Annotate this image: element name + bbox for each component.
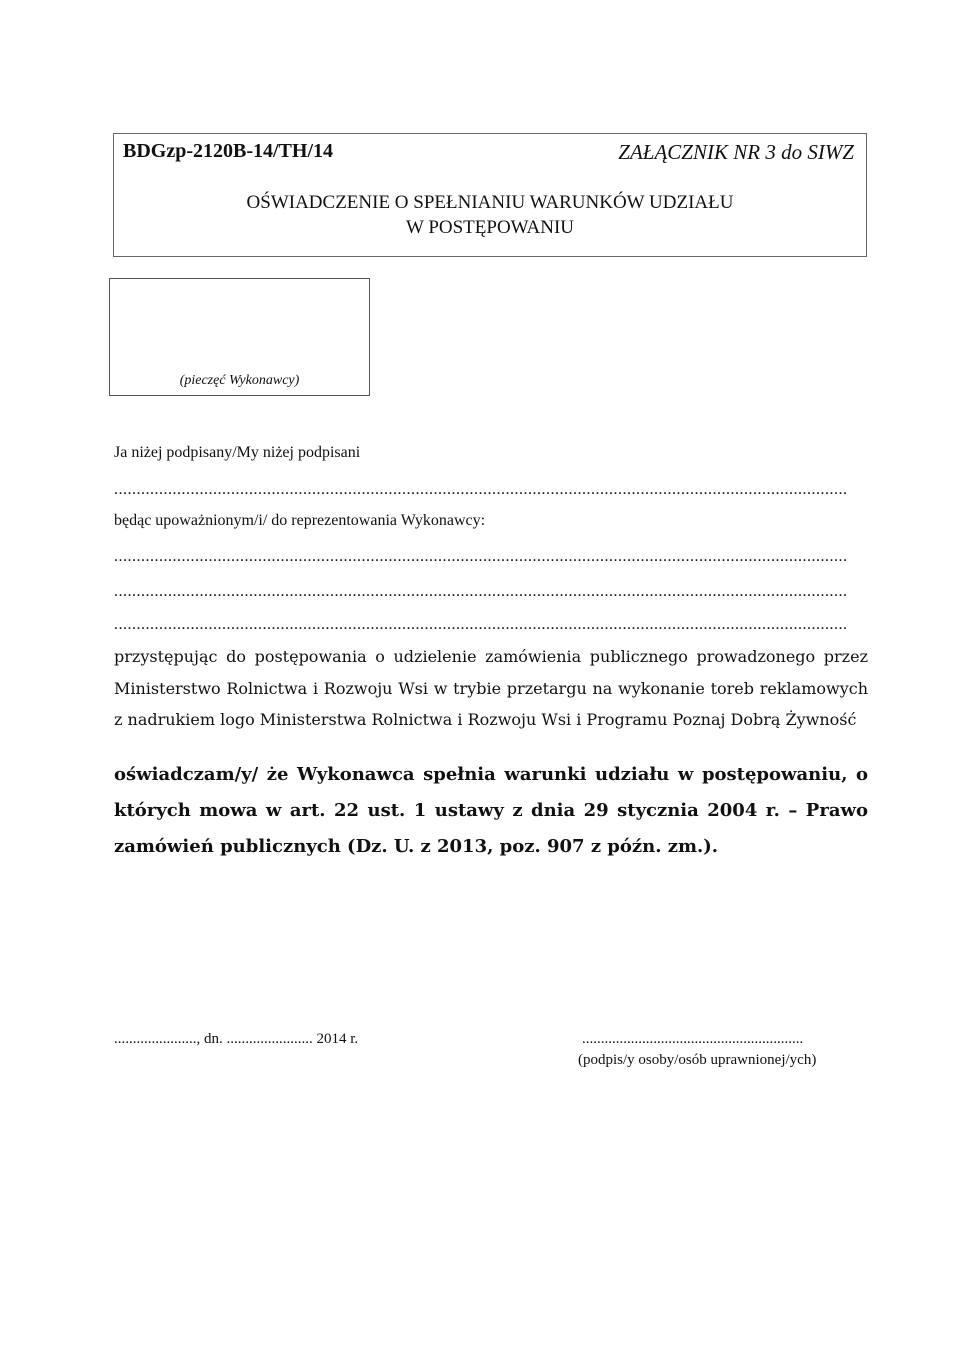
declaration-statement: oświadczam/y/ że Wykonawca spełnia warunki udziału w postępowaniu, o których mowa w art. 22 ust. 1 ustawy z dnia 29 stycznia 2004 r. – Prawo zamówień publicznych (Dz. U. z 2013, poz. 907 z późn. zm.). — [114, 764, 868, 857]
contractor-fill-line-2[interactable] — [114, 583, 846, 601]
title-line-1: OŚWIADCZENIE O SPEŁNIANIU WARUNKÓW UDZIAŁU — [246, 192, 734, 213]
document-title — [114, 190, 866, 240]
title-line-2: W POSTĘPOWANIU — [405, 217, 574, 238]
stamp-caption: (pieczęć Wykonawcy) — [179, 373, 300, 388]
place-date-line[interactable]: ......................, dn. ....................... 2014 r. — [114, 1031, 359, 1047]
signature-line[interactable]: ........................................................... — [582, 1031, 804, 1047]
signatories-fill-line[interactable] — [114, 481, 846, 499]
signature-caption: (podpis/y osoby/osób uprawnionej/ych) — [578, 1052, 817, 1068]
header-box — [113, 133, 867, 257]
representation-label: będąc upoważnionym/i/ do reprezentowania Wykonawcy: — [114, 512, 486, 529]
contractor-fill-line-3[interactable] — [114, 616, 846, 634]
annex-label: ZAŁĄCZNIK NR 3 do SIWZ — [618, 140, 854, 164]
contractor-fill-line-1[interactable] — [114, 548, 846, 566]
contractor-stamp-box — [109, 278, 370, 396]
document-reference-code: BDGzp-2120B-14/TH/14 — [123, 140, 334, 162]
signatories-label: Ja niżej podpisany/My niżej podpisani — [114, 444, 361, 461]
procedure-paragraph: przystępując do postępowania o udzielenie zamówienia publicznego prowadzonego przez Ministerstwo Rolnictwa i Rozwoju Wsi w trybie przetargu na wykonanie toreb reklamowych z nadrukiem logo Ministerstwa Rolnictwa i Rozwoju Wsi i Programu Poznaj Dobrą Żywność — [114, 647, 868, 729]
